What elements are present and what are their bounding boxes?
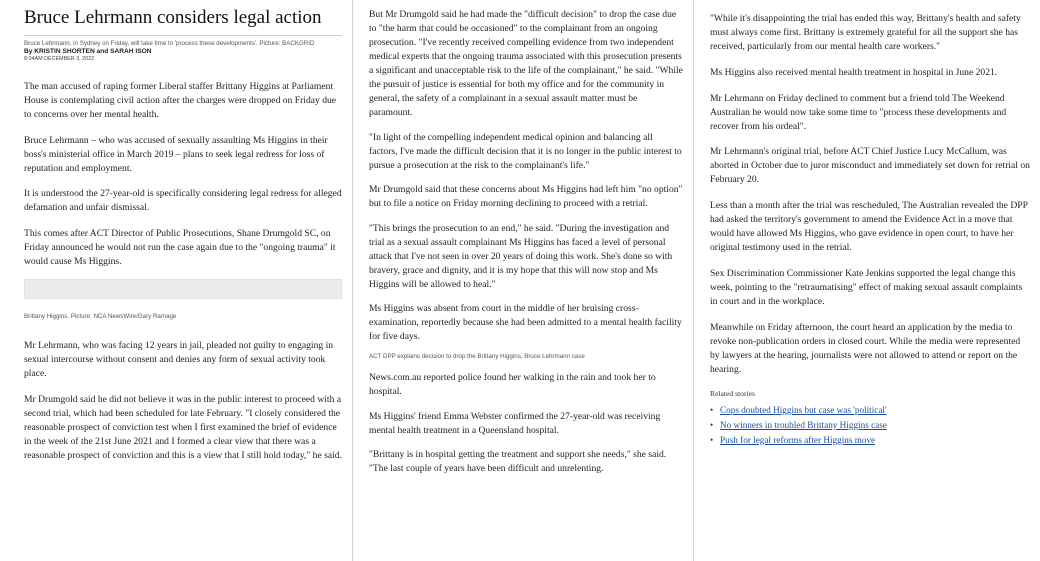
video-caption: ACT DPP explains decision to drop the Brittany Higgins, Bruce Lehrmann case [369, 352, 585, 360]
paragraph: This comes after ACT Director of Public Prosecutions, Shane Drumgold SC, on Friday announced he would not run the case again due to the "ongoing trauma" it would cause Ms Higgins. [24, 227, 336, 267]
paragraph: Ms Higgins also received mental health treatment in hospital in June 2021. [710, 66, 998, 78]
paragraph: "While it's disappointing the trial has ended this way, Brittany's health and safety must always come first. Brittany is extremely grateful for all the support she has received, particularly from our mental health care workers." [710, 13, 1021, 52]
related-story-link[interactable]: Cops doubted Higgins but case was 'political' [720, 404, 887, 415]
related-stories-list [710, 403, 1032, 448]
article-column-2 [352, 0, 694, 561]
paragraph: "Brittany is in hospital getting the treatment and support she needs," she said. "The last couple of years have been difficult and unrelenting. [369, 449, 667, 475]
related-story-item [710, 418, 1032, 433]
related-stories-heading: Related stories [710, 388, 755, 398]
paragraph: Less than a month after the trial was rescheduled, The Australian revealed the DPP had asked the territory's government to amend the Evidence Act in a move that would have allowed Ms Higgins, who gave evidence in open court, to have her original testimony used in the retrial. [710, 200, 1028, 254]
article-image [24, 279, 342, 299]
paragraph: Mr Lehrmann, who was facing 12 years in jail, pleaded not guilty to engaging in sexual intercourse without consent and denies any form of sexual activity took place. [24, 340, 334, 380]
paragraph: "This brings the prosecution to an end," he said. "During the investigation and trial as a sexual assault complainant Ms Higgins has faced a level of personal attack that I've not seen in over 20 years of doing this work. She's done so with bravery, grace and dignity, and it is my hope that this will now stop and Ms Higgins will be allowed to heal." [369, 222, 673, 290]
article-title: Bruce Lehrmann considers legal action [24, 7, 322, 28]
related-story-link[interactable]: Push for legal reforms after Higgins move [720, 434, 876, 445]
article-column-1 [0, 0, 352, 561]
paragraph: News.com.au reported police found her walking in the rain and took her to hospital. [369, 371, 656, 397]
paragraph: But Mr Drumgold said he had made the "difficult decision" to drop the case due to "the harm that could be occasioned" to the complainant from an ongoing prosecution. "I've recently received compelling evidence from two independent medical experts that the ongoing trauma associated with this prosecution presents a significant and unacceptable risk to the life of the complainant," he said. "While the pursuit of justice is essential for both my office and for the community in general, the safety of a complainant in a sexual assault matter must be paramount. [369, 9, 683, 118]
paragraph: Mr Lehrmann on Friday declined to comment but a friend told The Weekend Australian he would now take some time to "process these developments and recover from his ordeal". [710, 92, 1007, 132]
paragraph: Ms Higgins was absent from court in the middle of her bruising cross-examination, reportedly because she had been admitted to a mental health facility for five days. [369, 303, 682, 343]
paragraph: Ms Higgins' friend Emma Webster confirmed the 27-year-old was receiving mental health treatment in a Queensland hospital. [369, 410, 661, 436]
paragraph: Meanwhile on Friday afternoon, the court heard an application by the media to revoke non-publication orders in closed court. While the media were represented by lawyers at the hearing, journalists were not allowed to attend or report on the hearing. [710, 321, 1021, 375]
paragraph: It is understood the 27-year-old is specifically considering legal redress for alleged defamation and unfair dismissal. [24, 188, 342, 214]
paragraph: Bruce Lehrmann – who was accused of sexually assaulting Ms Higgins in their boss's ministerial office in March 2019 – plans to seek legal redress for loss of reputation and employment. [24, 134, 328, 174]
related-story-link[interactable]: No winners in troubled Brittany Higgins case [720, 419, 887, 430]
paragraph: Mr Lehrmann's original trial, before ACT Chief Justice Lucy McCallum, was aborted in October due to juror misconduct and immediately set down for retrial on February 20. [710, 146, 1030, 186]
image-caption: Brittany Higgins. Picture: NCA NewsWire/Gary Ramage [24, 313, 177, 321]
paragraph: "In light of the compelling independent medical opinion and balancing all factors, I've made the difficult decision that it is no longer in the public interest to pursue a prosecution at the risk to the complainant's life." [369, 131, 682, 171]
paragraph: The man accused of raping former Liberal staffer Brittany Higgins at Parliament House is contemplating civil action after the charges were dropped on Friday due to concerns over her mental health. [24, 81, 337, 120]
paragraph: Sex Discrimination Commissioner Kate Jenkins supported the legal change this week, pointing to the "retraumatising" effect of making sexual assault complaints in court and in the workplace. [710, 267, 1023, 307]
related-story-item [710, 403, 1032, 418]
paragraph: Mr Drumgold said he did not believe it was in the public interest to proceed with a second trial, which had been scheduled for late February. "I closely considered the reasonable prospect of conviction test when I first examined the brief of evidence in the week of the 21st June 2021 and I formed a clear view that there was a reasonable prospect of conviction and this is a view that I still hold today," he said. [24, 393, 342, 461]
dateline: 8:04AM DECEMBER 3, 2022 [24, 56, 95, 62]
hero-image-caption: Bruce Lehrmann, in Sydney on Friday, will take time to 'process these developments'. Picture: BACKGRID [24, 35, 342, 48]
article-column-3 [694, 0, 1040, 561]
related-story-item [710, 433, 1032, 448]
byline: By KRISTIN SHORTEN and SARAH ISON [24, 48, 152, 55]
paragraph: Mr Drumgold said that these concerns about Ms Higgins had left him "no option" but to file a notice on Friday morning declining to proceed with a retrial. [369, 184, 683, 210]
